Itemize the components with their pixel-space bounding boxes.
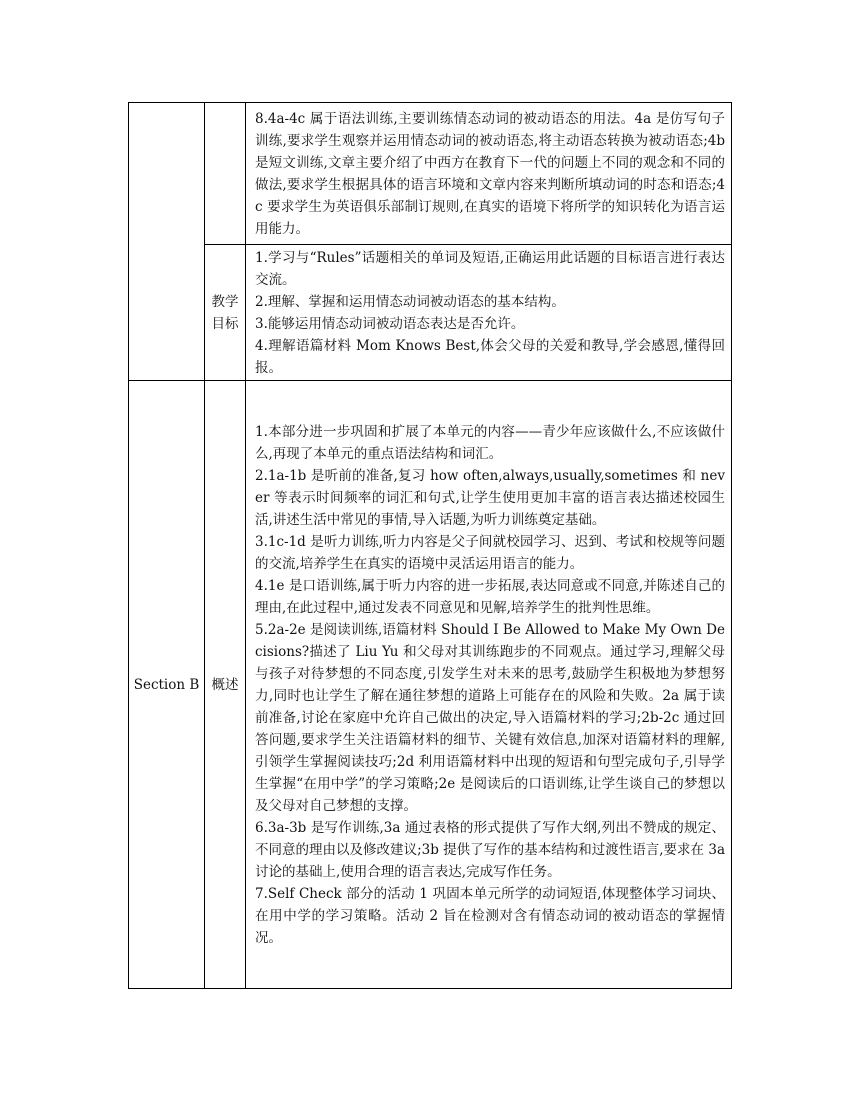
label-cell-empty — [205, 103, 246, 245]
table-row — [129, 381, 732, 989]
content-paragraph: 8.4a-4c 属于语法训练,主要训练情态动词的被动语态的用法。4a 是仿写句子训练,要求学生观察并运用情态动词的被动语态,将主动语态转换为被动语态;4b 是短文训练,文章主要介绍了中西方在教育下一代的问题上不同的观念和不同的做法,要求学生根据具体的语言环境和文章内容来判断所填动词的时态和语态;4c 要求学生为英语俱乐部制订规则,在真实的语境下将所学的知识转化为语言运用能力。 — [255, 110, 725, 237]
label-cell-teaching-goals — [205, 245, 246, 381]
table-row — [129, 103, 732, 245]
content-paragraph: 3.能够运用情态动词被动语态表达是否允许。 — [255, 315, 525, 332]
content-paragraph: 1.本部分进一步巩固和扩展了本单元的内容——青少年应该做什么,不应该做什么,再现了本单元的重点语法结构和词汇。 — [255, 423, 725, 462]
section-cell — [129, 103, 205, 381]
content-cell — [246, 103, 732, 245]
content-paragraph: 2.理解、掌握和运用情态动词被动语态的基本结构。 — [255, 293, 565, 310]
label-text: 目标 — [211, 315, 239, 332]
section-cell: Section B — [129, 381, 205, 989]
content-paragraph: 5.2a-2e 是阅读训练,语篇材料 Should I Be Allowed to Make My Own Decisions?描述了 Liu Yu 和父母对其训练跑步的不同观点。通过学习,理解父母与孩子对待梦想的不同态度,引发学生对未来的思考,鼓励学生积极地为梦想努力,同时也让学生了解在通往梦想的道路上可能存在的风险和失败。2a 属于读前准备,讨论在家庭中允许自己做出的决定,导入语篇材料的学习;2b-2c 通过回答问题,要求学生关注语篇材料的细节、关键有效信息,加深对语篇材料的理解,引领学生掌握阅读技巧;2d 利用语篇材料中出现的短语和句型完成句子,引导学生掌握“在用中学”的学习策略;2e 是阅读后的口语训练,让学生谈自己的梦想以及父母对自己梦想的支撑。 — [255, 621, 725, 814]
content-paragraph: 6.3a-3b 是写作训练,3a 通过表格的形式提供了写作大纲,列出不赞成的规定、不同意的理由以及修改建议;3b 提供了写作的基本结构和过渡性语言,要求在 3a 讨论的基础上,使用合理的语言表达,完成写作任务。 — [255, 819, 725, 880]
content-paragraph: 7.Self Check 部分的活动 1 巩固本单元所学的动词短语,体现整体学习词块、在用中学的学习策略。活动 2 旨在检测对含有情态动词的被动语态的掌握情况。 — [255, 885, 725, 946]
content-cell — [246, 381, 732, 989]
table-row — [129, 245, 732, 381]
content-paragraph: 4.理解语篇材料 Mom Knows Best,体会父母的关爱和教导,学会感恩,懂得回报。 — [255, 337, 725, 376]
label-cell-overview: 概述 — [205, 381, 246, 989]
content-paragraph: 2.1a-1b 是听前的准备,复习 how often,always,usually,sometimes 和 never 等表示时间频率的词汇和句式,让学生使用更加丰富的语言表达描述校园生活,讲述生活中常见的事情,导入话题,为听力训练奠定基础。 — [255, 467, 725, 528]
content-paragraph: 3.1c-1d 是听力训练,听力内容是父子间就校园学习、迟到、考试和校规等问题的交流,培养学生在真实的语境中灵活运用语言的能力。 — [255, 533, 725, 572]
lesson-plan-table — [128, 102, 732, 989]
content-cell — [246, 245, 732, 381]
label-text: 教学 — [211, 293, 239, 310]
content-paragraph: 1.学习与“Rules”话题相关的单词及短语,正确运用此话题的目标语言进行表达交流。 — [255, 249, 725, 288]
content-paragraph: 4.1e 是口语训练,属于听力内容的进一步拓展,表达同意或不同意,并陈述自己的理由,在此过程中,通过发表不同意见和见解,培养学生的批判性思维。 — [255, 577, 725, 616]
